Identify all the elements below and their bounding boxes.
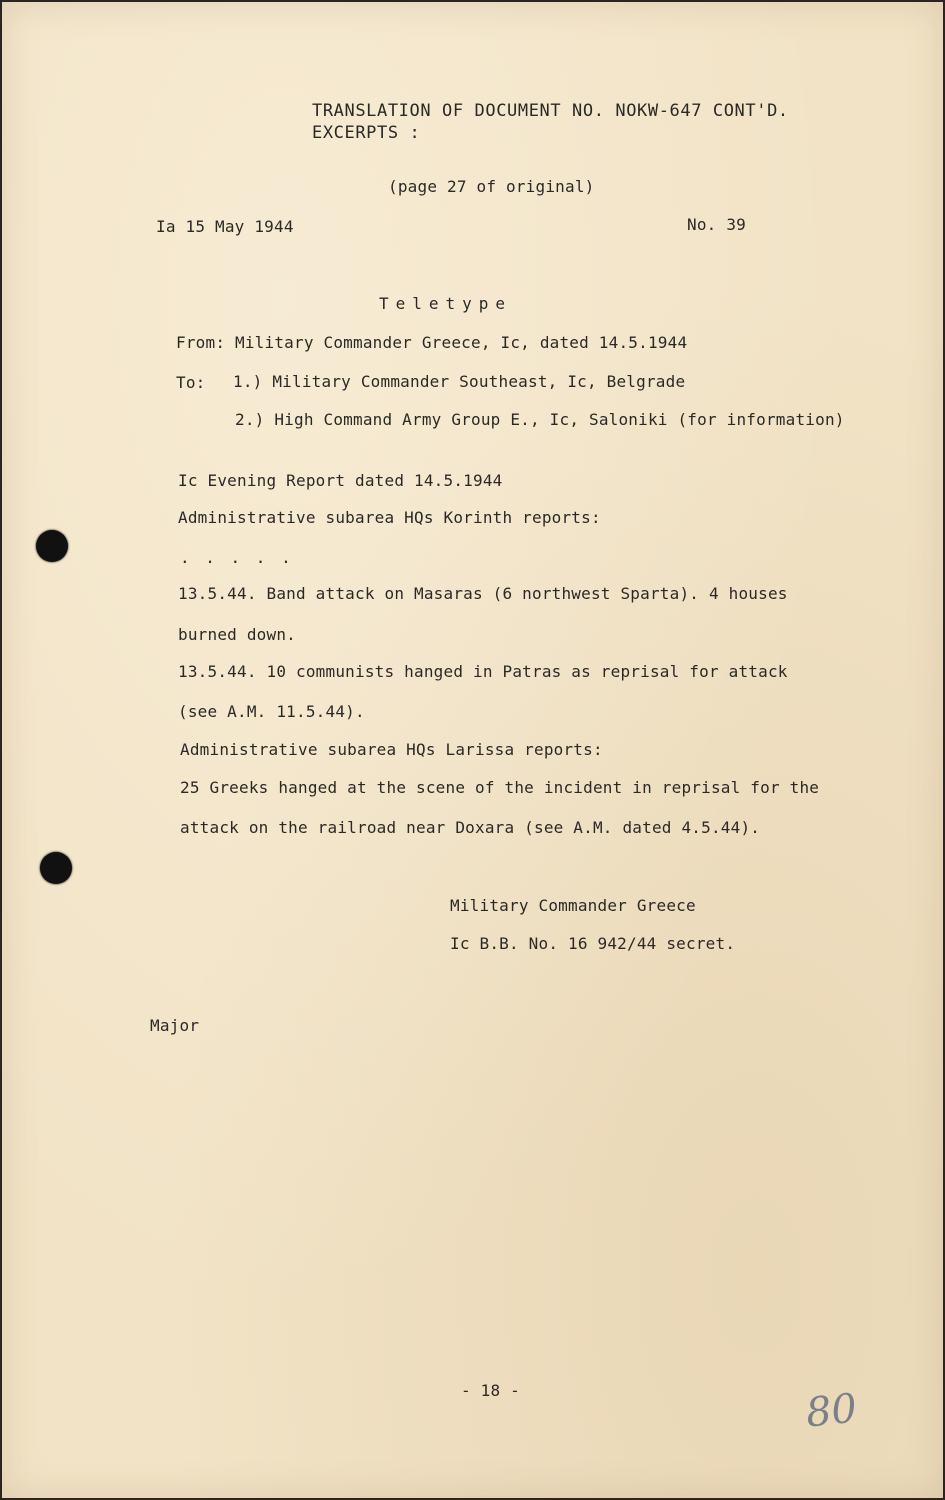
entry-line: 13.5.44. 10 communists hanged in Patras as reprisal for attack xyxy=(178,662,788,681)
page-number: - 18 - xyxy=(461,1381,520,1400)
punch-hole xyxy=(36,530,68,562)
report-title: Ic Evening Report dated 14.5.1944 xyxy=(178,471,503,490)
handwritten-mark: 80 xyxy=(803,1385,860,1437)
header-subtitle: EXCERPTS : xyxy=(312,123,421,143)
date-line: Ia 15 May 1944 xyxy=(156,217,294,236)
punch-hole xyxy=(40,852,72,884)
recipient-1: 1.) Military Commander Southeast, Ic, Belgrade xyxy=(233,372,686,391)
to-label: To: xyxy=(176,373,206,392)
signature-reference: Ic B.B. No. 16 942/44 secret. xyxy=(450,934,736,953)
signature-line: Military Commander Greece xyxy=(450,896,696,915)
entry-line: 13.5.44. Band attack on Masaras (6 northwest Sparta). 4 houses xyxy=(178,584,788,603)
larissa-entry-line: attack on the railroad near Doxara (see A.M. dated 4.5.44). xyxy=(180,818,761,837)
header-title: TRANSLATION OF DOCUMENT NO. NOKW-647 CONT'D. xyxy=(312,101,789,121)
omission-marker: . . . . . xyxy=(180,548,294,567)
larissa-heading: Administrative subarea HQs Larissa reports: xyxy=(180,740,603,759)
entry-line: (see A.M. 11.5.44). xyxy=(178,702,365,721)
korinth-heading: Administrative subarea HQs Korinth reports: xyxy=(178,508,601,527)
recipient-2: 2.) High Command Army Group E., Ic, Saloniki (for information) xyxy=(235,410,845,429)
page-reference: (page 27 of original) xyxy=(388,177,595,196)
teletype-title: Teletype xyxy=(379,294,513,313)
from-line: From: Military Commander Greece, Ic, dated 14.5.1944 xyxy=(176,333,688,352)
larissa-entry-line: 25 Greeks hanged at the scene of the incident in reprisal for the xyxy=(180,778,820,797)
rank-label: Major xyxy=(150,1016,200,1035)
entry-line: burned down. xyxy=(178,625,296,644)
document-number: No. 39 xyxy=(687,215,746,234)
